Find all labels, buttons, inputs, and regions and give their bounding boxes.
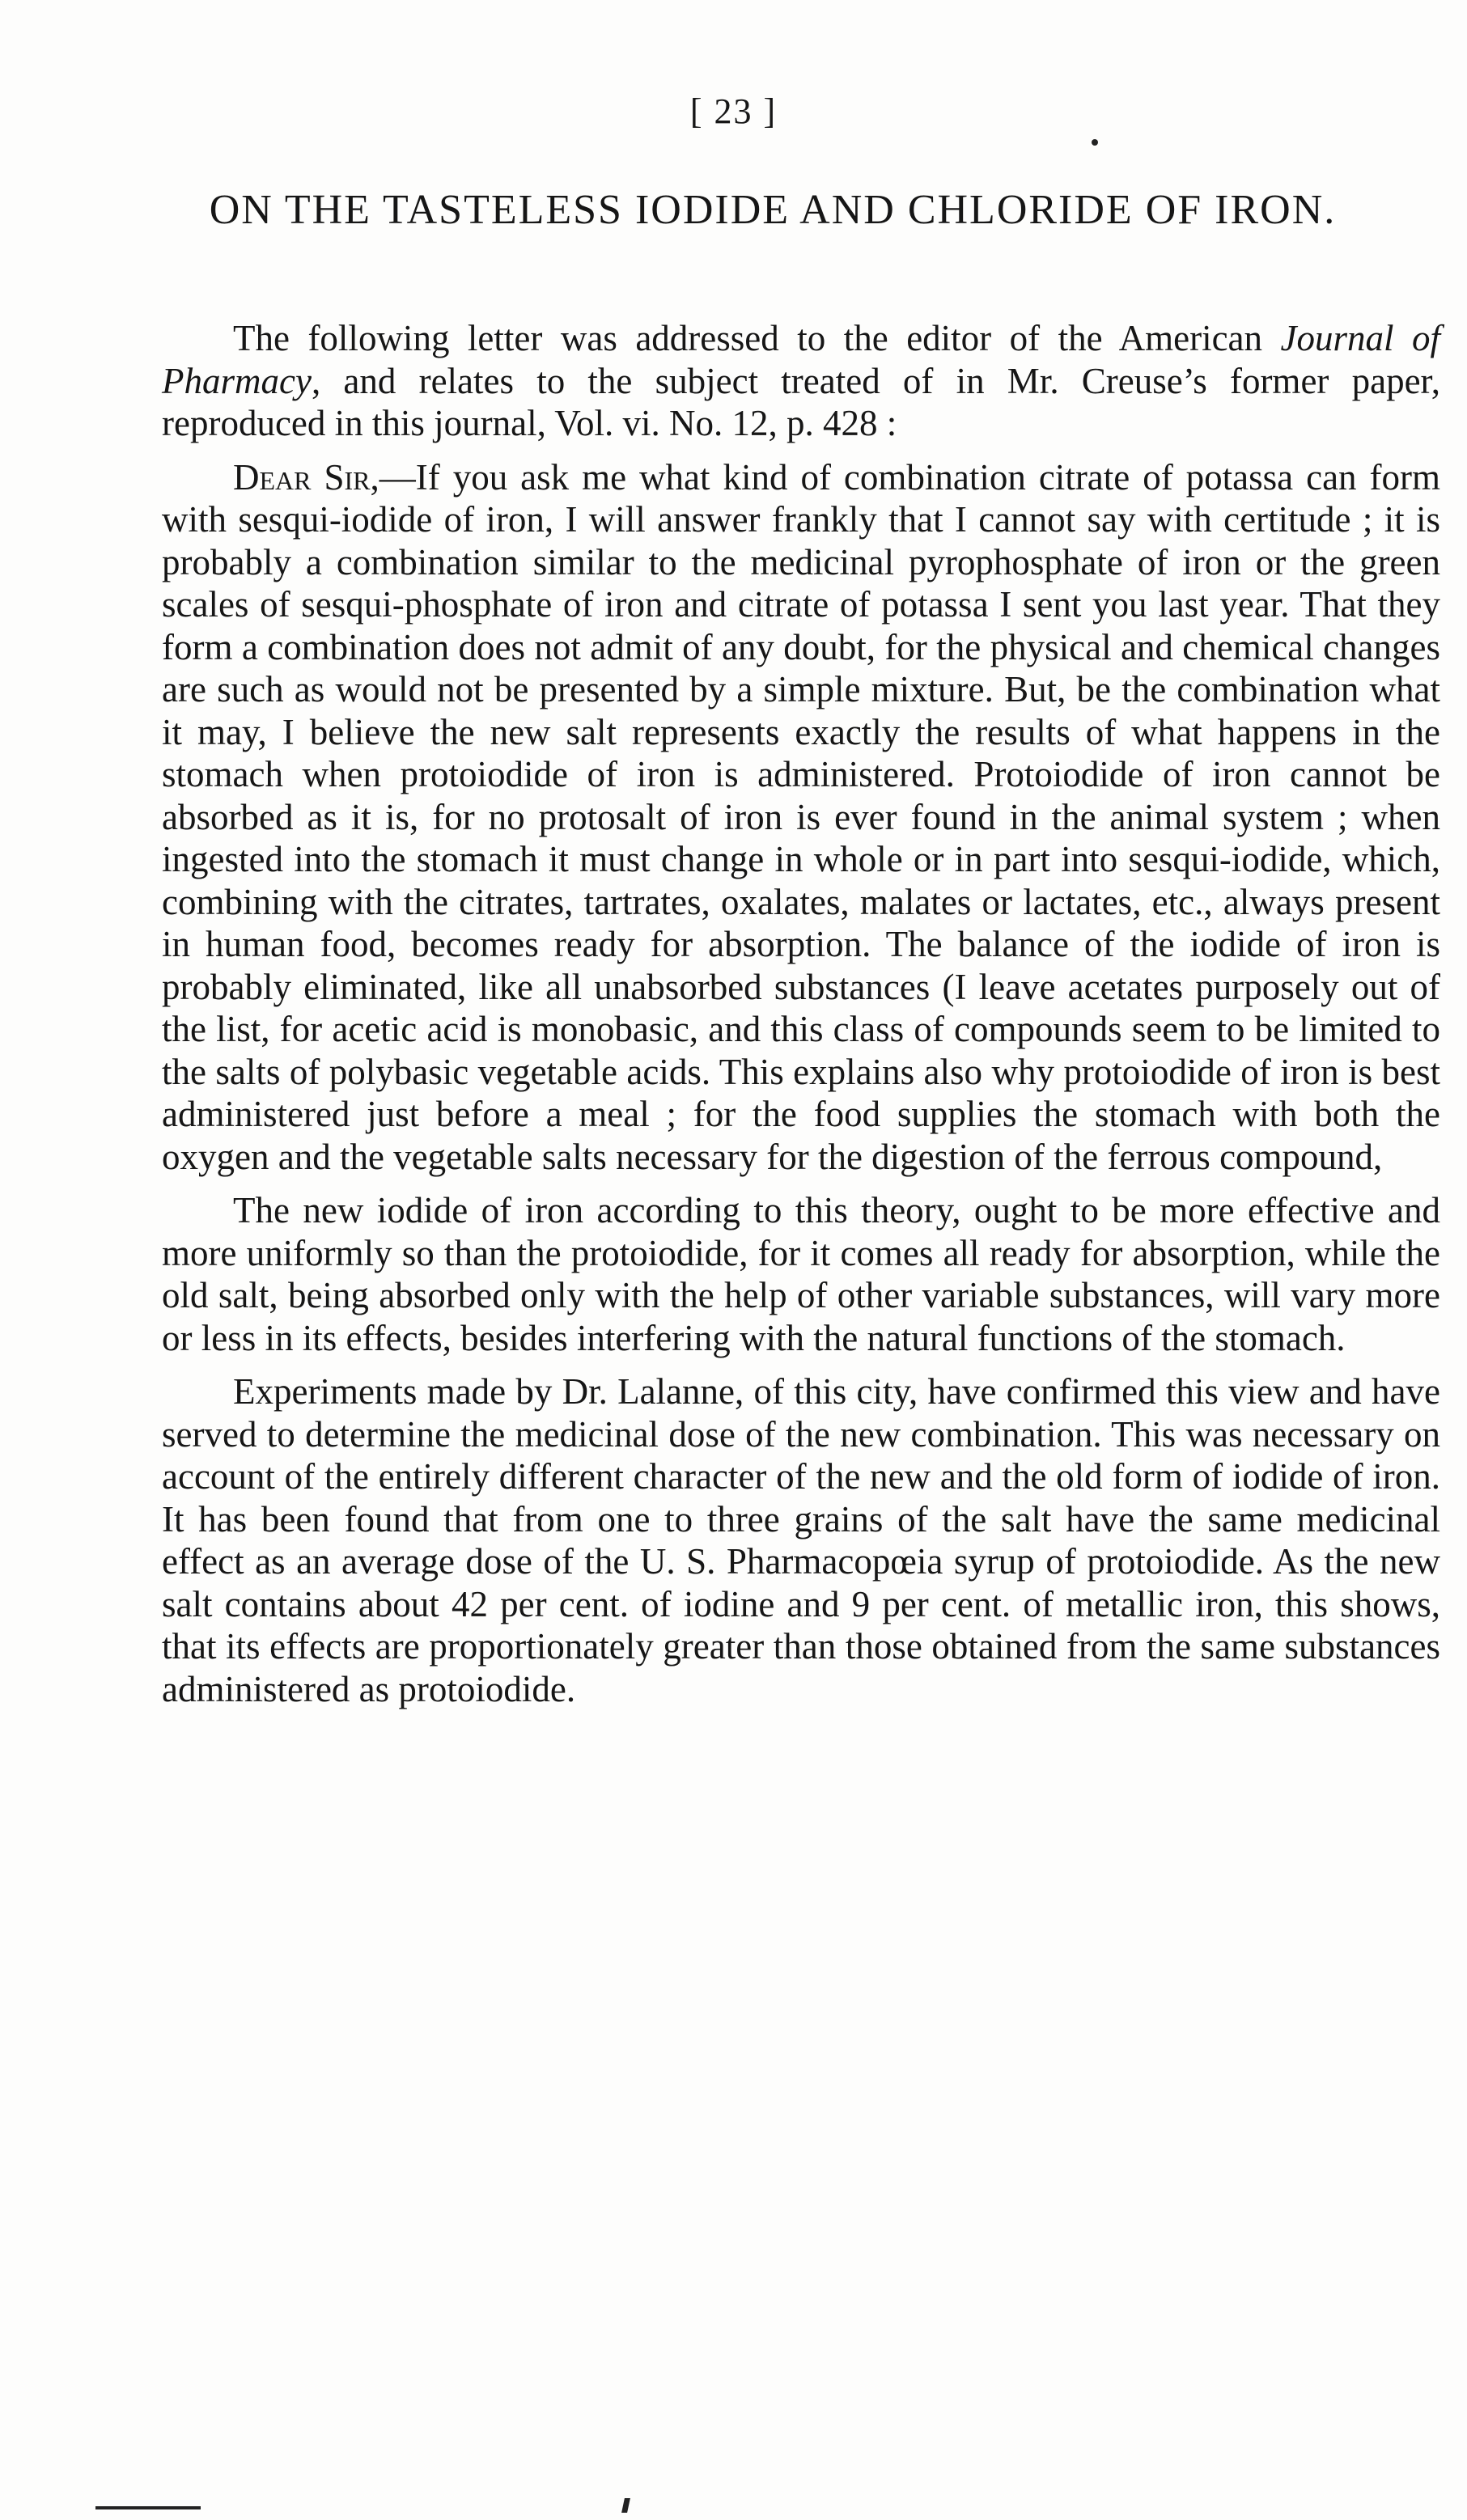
letter-salutation: Dear Sir, [233, 456, 379, 498]
intro-text-end: , and relates to the subject treated of in Mr. Creuse’s former paper, reproduced in this journal, Vol. vi. No. 12, p. 428 : [162, 360, 1440, 443]
intro-text-start: The following letter was addressed to the editor of the American [233, 318, 1281, 358]
page-edge-rule [95, 2506, 201, 2509]
journal-name: Journal of Pharmacy [162, 318, 1440, 401]
page-number: [ 23 ] [689, 91, 778, 131]
letter-paragraph-1-text: —If you ask me what kind of combination citrate of potassa can form with sesqui-iodide of iron, I will answer frankly that I cannot say with certitude ; it is probably a combination similar to the medicinal pyrophosphate of iron or the green scales of sesqui-phosphate of iron and citrate of potassa I sent you last year. That they form a combination does not admit of any doubt, for the physical and chemical changes are such as would not be presented by a simple mixture. But, be the combination what it may, I believe the new salt represents exactly the results of what happens in the stomach when protoiodide of iron is administered. Protoiodide of iron cannot be absorbed as it is, for no protosalt of iron is ever found in the animal system ; when ingested into the stomach it must change in whole or in part into sesqui-iodide, which, combining with the citrates, tartrates, oxalates, malates or lactates, etc., always present in human food, becomes ready for absorption. The balance of the iodide of iron is probably eliminated, like all unabsorbed substances (I leave acetates purposely out of the list, for acetic acid is monobasic, and this class of compounds seem to be limited to the salts of polybasic vegetable acids. This explains also why protoiodide of iron is best administered just before a meal ; for the food supplies the stomach with both the oxygen and the vegetable salts necessary for the digestion of the ferrous compound, [162, 456, 1440, 1177]
article-title: ON THE TASTELESS IODIDE AND CHLORIDE OF IRON. [209, 187, 1337, 233]
intro-paragraph [162, 317, 1440, 445]
letter-paragraph-1 [162, 456, 1440, 1179]
letter-paragraph-2: The new iodide of iron according to this theory, ought to be more effective and more uniformly so than the protoiodide, for it comes all ready for absorption, while the old salt, being absorbed only with the help of other variable substances, will vary more or less in its effects, besides interfering with the natural functions of the stomach. [162, 1190, 1440, 1358]
print-mark [621, 2498, 630, 2513]
letter-paragraph-3: Experiments made by Dr. Lalanne, of this city, have confirmed this view and have served to determine the medicinal dose of the new combination. This was necessary on account of the entirely different character of the new and the old form of iodide of iron. It has been found that from one to three grains of the salt have the same medicinal effect as an average dose of the U. S. Pharmacopœia syrup of protoiodide. As the new salt contains about 42 per cent. of iodine and 9 per cent. of metallic iron, this shows, that its effects are proportionately greater than those obtained from the same substances administered as protoiodide. [162, 1371, 1440, 1709]
article-body [162, 317, 1440, 1710]
print-speck [1092, 139, 1098, 146]
